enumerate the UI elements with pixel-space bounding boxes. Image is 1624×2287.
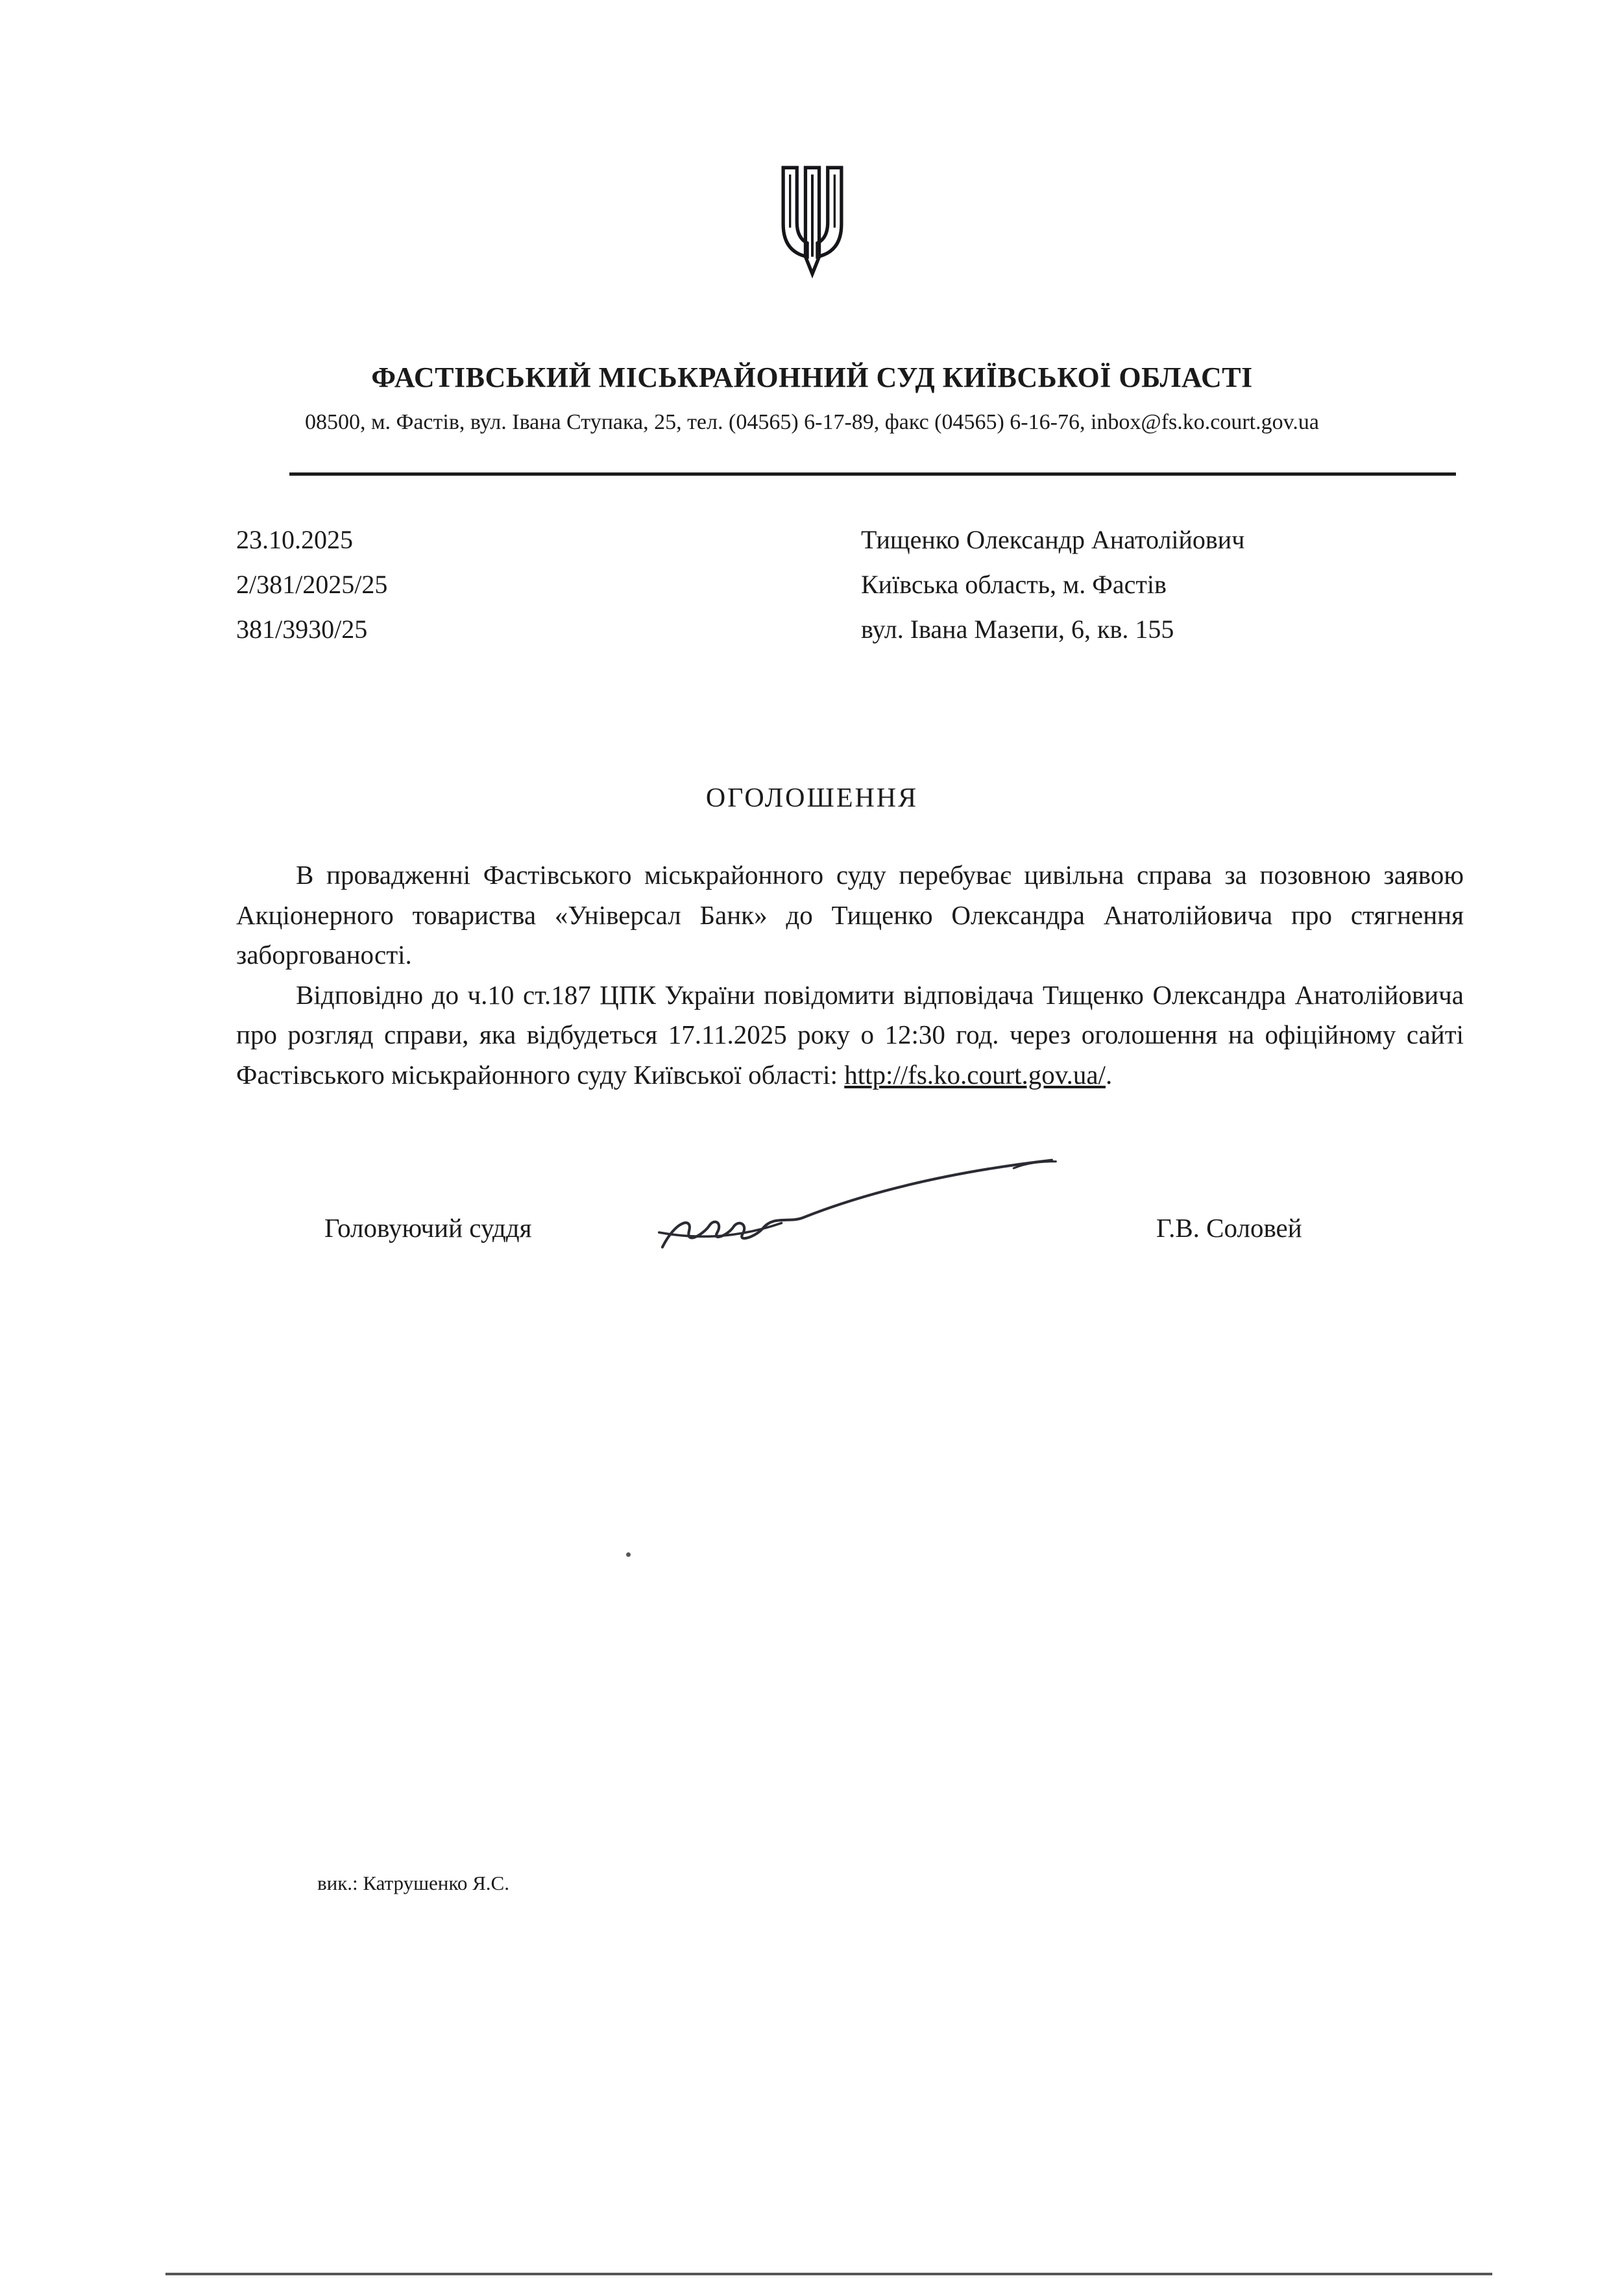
recipient-street-address: вул. Івана Мазепи, 6, кв. 155 <box>861 614 1174 644</box>
document-date: 23.10.2025 <box>236 525 353 554</box>
reference-block <box>236 518 387 652</box>
recipient-locality: Київська область, м. Фастів <box>861 569 1167 599</box>
body-paragraph-2 <box>236 975 1464 1095</box>
header-divider <box>289 472 1456 476</box>
ukraine-trident-emblem-icon <box>770 162 855 300</box>
document-body <box>236 855 1464 1095</box>
recipient-block <box>861 518 1244 652</box>
registry-number: 381/3930/25 <box>236 614 368 644</box>
paragraph-2-period: . <box>1105 1059 1113 1090</box>
court-website-url: http://fs.ko.court.gov.ua/ <box>844 1059 1106 1090</box>
judge-role-label: Головуючий суддя <box>324 1213 532 1243</box>
scan-artifact-dot <box>626 1552 631 1557</box>
court-contact-line: 08500, м. Фастів, вул. Івана Ступака, 25, тел. (04565) 6-17-89, факс (04565) 6-16-76, inbox@fs.ko.court.gov.ua <box>304 410 1320 434</box>
case-number: 2/381/2025/25 <box>236 569 388 599</box>
judge-name: Г.В. Соловей <box>1156 1213 1302 1243</box>
scan-edge-line <box>165 2273 1492 2275</box>
body-paragraph-1: В провадженні Фастівського міськрайонного суду перебуває цивільна справа за позовною заявою Акціонерного товариства «Універсал Банк» до Тищенко Олександра Анатолійовича про стягнення заборгованості. <box>236 860 1464 970</box>
executor-note: вик.: Катрушенко Я.С. <box>317 1872 509 1894</box>
document-title: ОГОЛОШЕННЯ <box>705 783 919 813</box>
paragraph-2-text: Відповідно до ч.10 ст.187 ЦПК України повідомити відповідача Тищенко Олександра Анатолійовича про розгляд справи, яка відбудеться 17.11.2025 року о 12:30 год. через оголошення на офіційному сайті Фастівського міськрайонного суду Київської області: <box>236 979 1464 1090</box>
court-name-heading: ФАСТІВСЬКИЙ МІСЬКРАЙОННИЙ СУД КИЇВСЬКОЇ ОБЛАСТІ <box>371 361 1253 393</box>
recipient-name: Тищенко Олександр Анатолійович <box>861 525 1245 554</box>
handwritten-signature <box>642 1149 1071 1272</box>
